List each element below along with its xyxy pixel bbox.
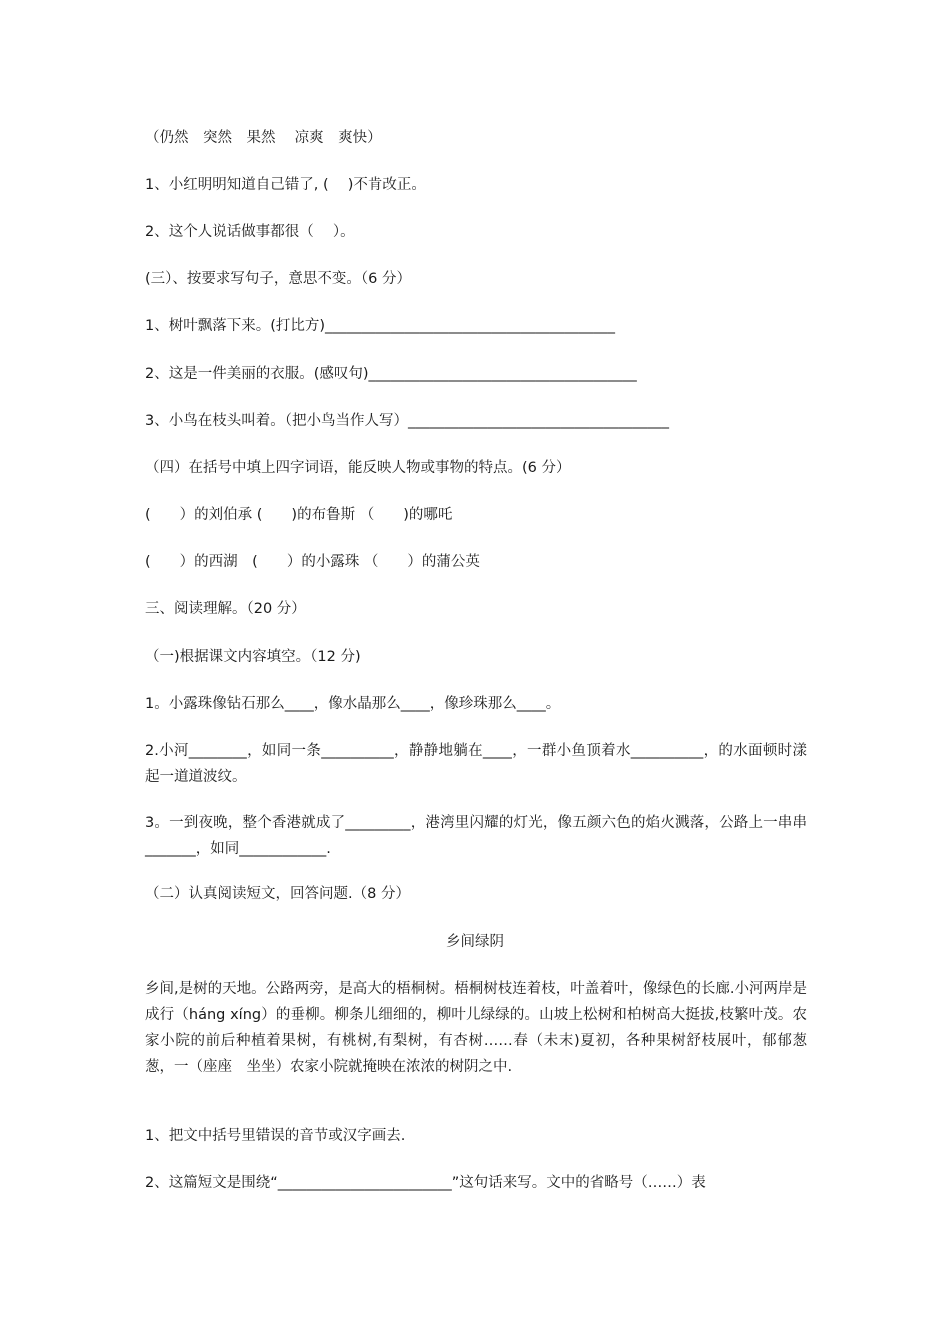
section-3-heading: (三）、按要求写句子，意思不变。（6 分） [145, 271, 411, 287]
four-character-row-2: ( ）的西湖 ( ）的小露珠 （ ）的蒲公英 [145, 554, 480, 570]
fill-blank-3: 3。一到夜晚，整个香港就成了_________，港湾里闪耀的灯光，像五颜六色的焰火溅落，公路上一串串_______，如同____________. [145, 815, 807, 857]
reading-question-2: 2、这篇短文是围绕“________________________”这句话来写。文中的省略号（……）表 [145, 1175, 706, 1191]
four-character-row-1: ( ）的刘伯承 ( )的布鲁斯 （ )的哪吒 [145, 507, 453, 523]
question-1-1: 1、小红明明知道自己错了, ( )不肯改正。 [145, 177, 426, 193]
sentence-task-2: 2、这是一件美丽的衣服。(感叹句)_____________________________________ [145, 366, 637, 382]
passage-text: 乡间,是树的天地。公路两旁，是高大的梧桐树。梧桐树枝连着枝，叶盖着叶，像绿色的长廊.小河两岸是成行（háng xíng）的垂柳。柳条儿细细的，柳叶儿绿绿的。山坡上松树和柏树高大挺拔,枝繁叶茂。农家小院的前后种植着果树，有桃树,有梨树，有杏树……春（未末)夏初，各种果树舒枝展叶，郁郁葱葱，一（座座 坐坐）农家小院就掩映在浓浓的树阴之中. [145, 981, 807, 1075]
reading-2-heading: （二）认真阅读短文，回答问题.（8 分） [145, 886, 410, 902]
question-1-2: 2、这个人说话做事都很（ ）。 [145, 224, 355, 240]
passage-title: 乡间绿阴 [446, 934, 504, 950]
fill-blank-2: 2.小河________，如同一条__________，静静地躺在____，一群小鱼顶着水__________，的水面顿时漾起一道道波纹。 [145, 743, 807, 785]
section-4-heading: （四）在括号中填上四字词语，能反映人物或事物的特点。(6 分） [145, 460, 571, 476]
word-options: （仍然 突然 果然 凉爽 爽快） [145, 130, 382, 146]
reading-1-heading: （一)根据课文内容填空。（12 分) [145, 649, 361, 665]
sentence-task-3: 3、小鸟在枝头叫着。（把小鸟当作人写）____________________________________ [145, 413, 669, 429]
part-3-heading: 三、阅读理解。（20 分） [145, 601, 306, 617]
sentence-task-1: 1、树叶飘落下来。(打比方)________________________________________ [145, 318, 616, 334]
fill-blank-1: 1。小露珠像钻石那么____，像水晶那么____，像珍珠那么____。 [145, 696, 561, 712]
reading-question-1: 1、把文中括号里错误的音节或汉字画去. [145, 1128, 406, 1144]
